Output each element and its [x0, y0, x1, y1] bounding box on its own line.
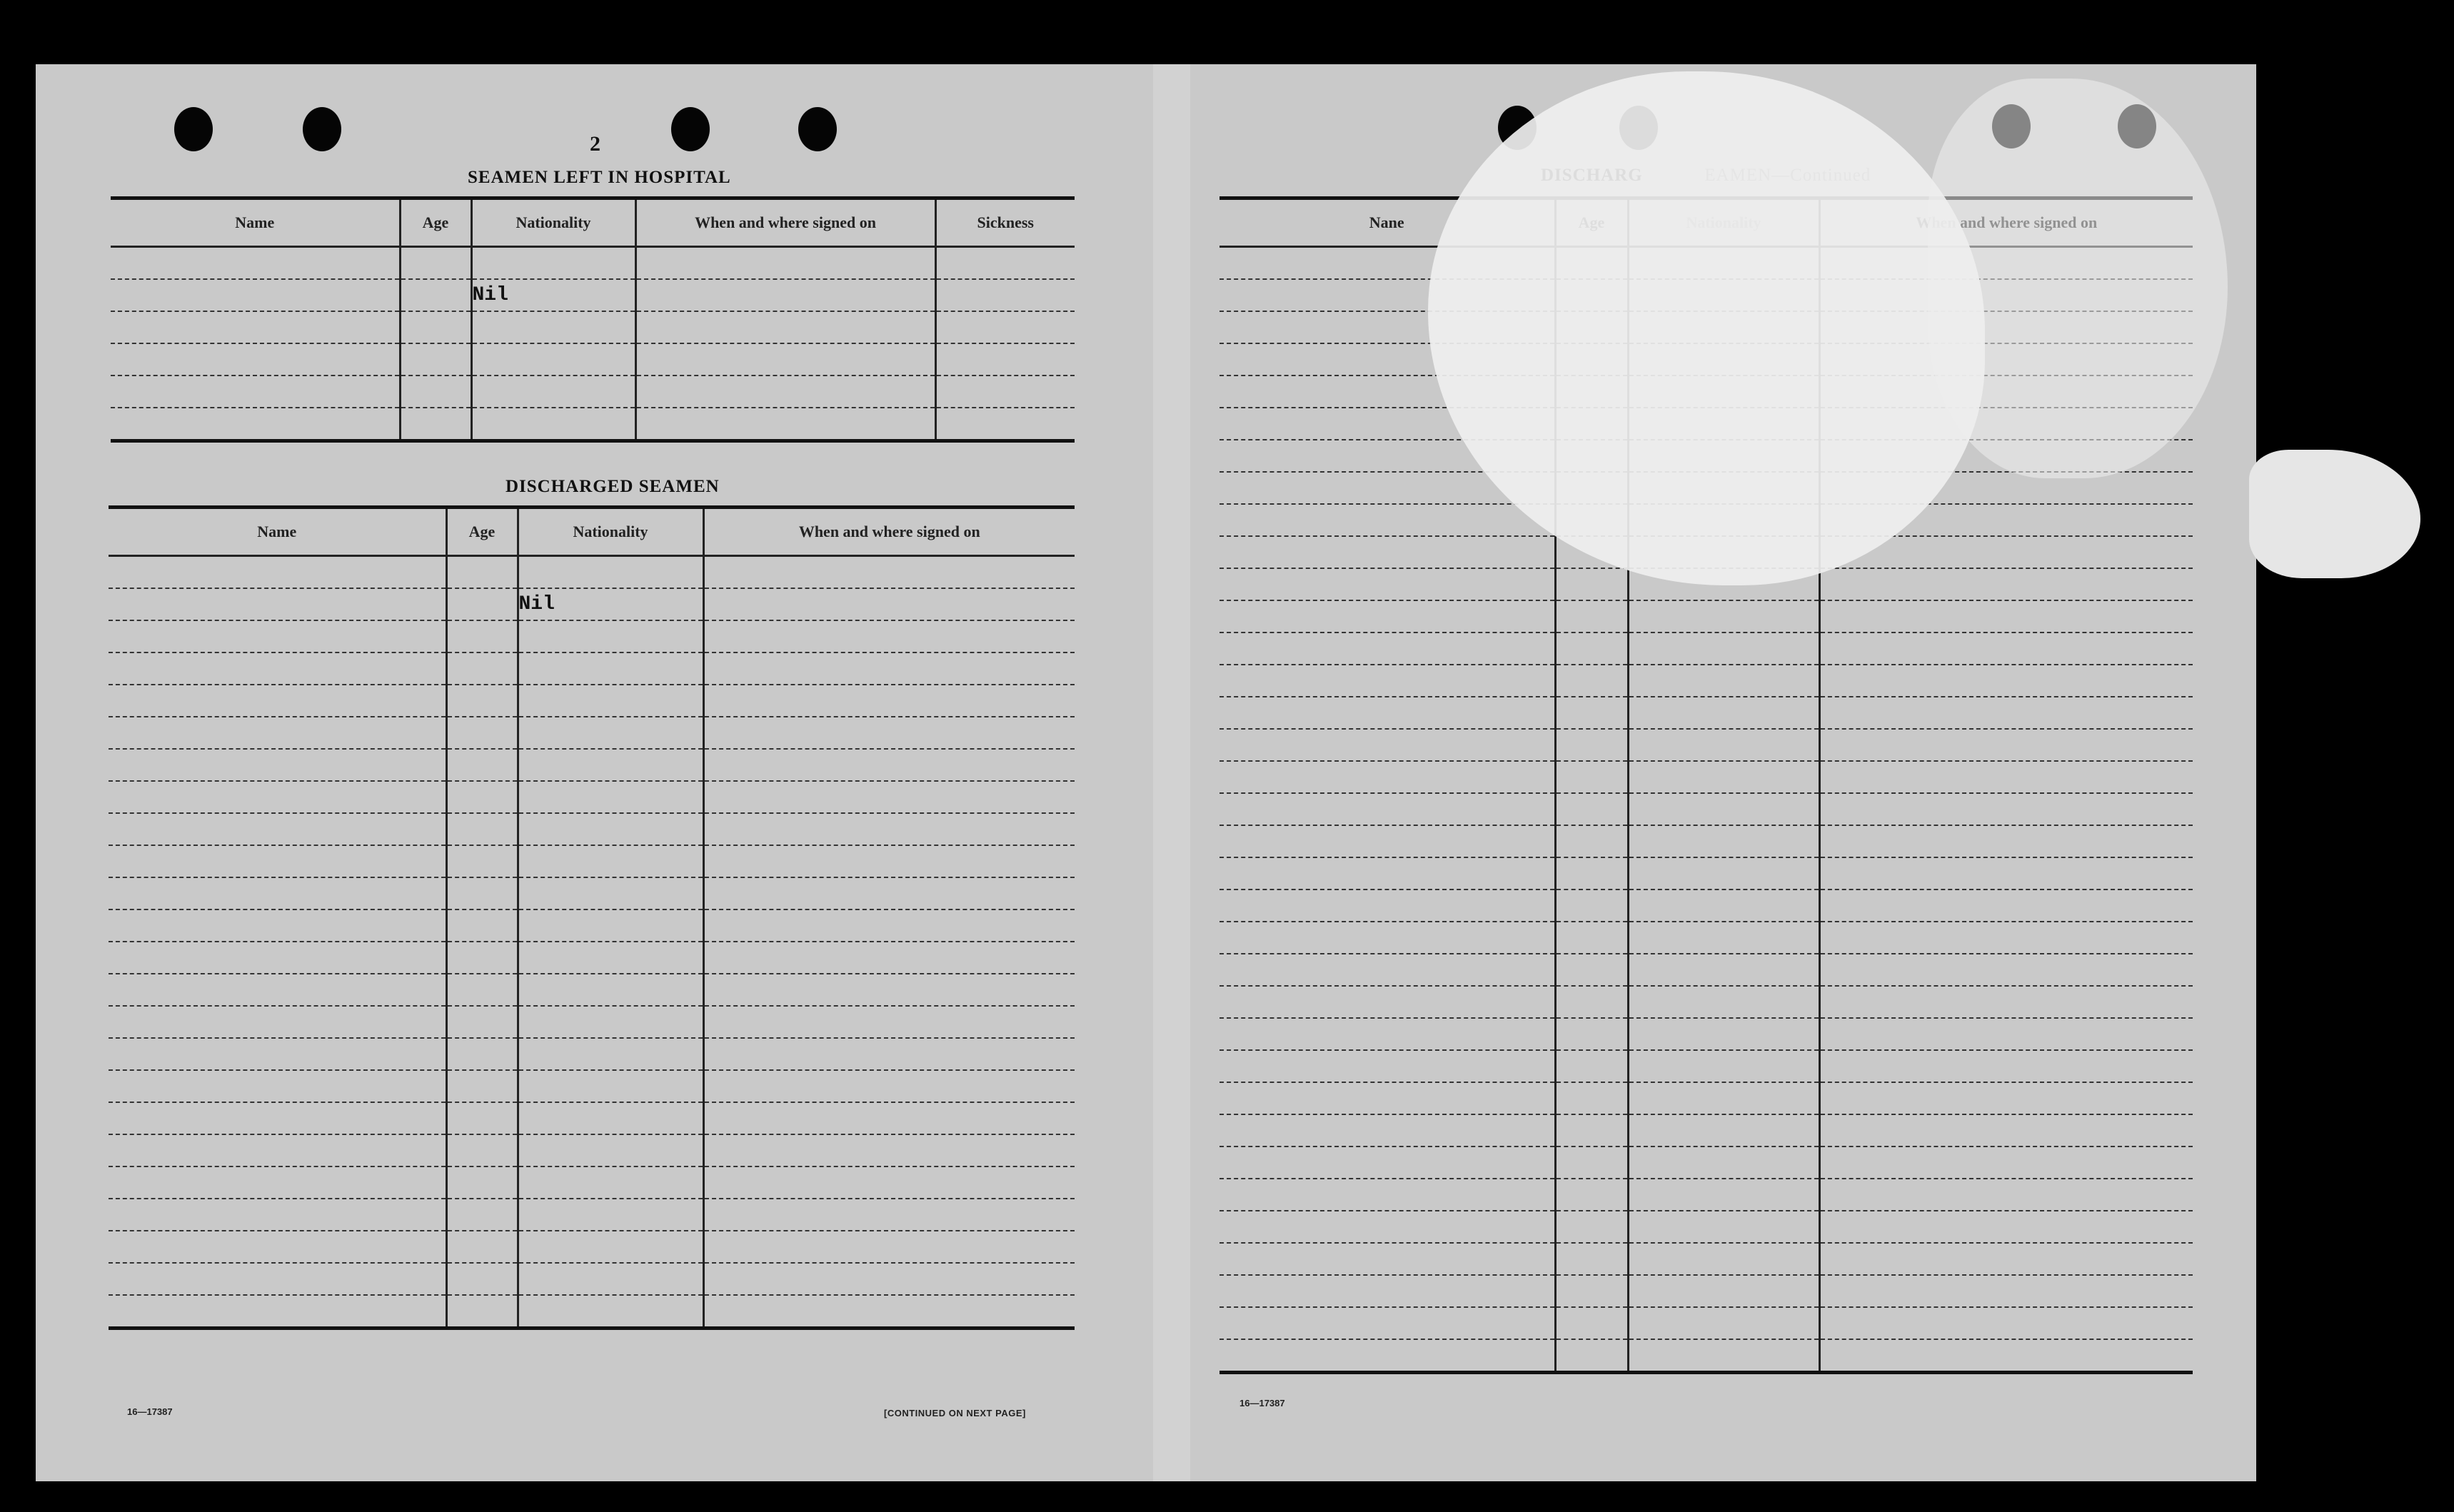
table-row [109, 1166, 1075, 1199]
table-row [109, 1038, 1075, 1070]
table-row [1220, 1243, 2193, 1275]
table-row [1220, 1339, 2193, 1373]
section-title-discharged: DISCHARGED SEAMEN [506, 477, 720, 496]
edge-damage [2249, 450, 2420, 578]
column-header-age: Age [400, 198, 471, 247]
table-row [109, 652, 1075, 685]
table-row [111, 279, 1075, 311]
table-row [1220, 1179, 2193, 1211]
column-header-name: Nane [1220, 198, 1555, 247]
punch-hole [303, 107, 341, 151]
table-row [109, 1134, 1075, 1166]
table-row [1220, 954, 2193, 986]
form-number: 16—17387 [1239, 1398, 1285, 1408]
table-row [109, 1070, 1075, 1102]
table-row [111, 408, 1075, 441]
table-row [1220, 632, 2193, 665]
table-row [1220, 1146, 2193, 1179]
column-header-signed-on: When and where signed on [635, 198, 935, 247]
table-row [1220, 986, 2193, 1018]
table-row [109, 749, 1075, 781]
discharged-table [109, 505, 1075, 1330]
table-row [109, 781, 1075, 813]
table-row [109, 813, 1075, 845]
table-row [1220, 1307, 2193, 1339]
table-row [111, 343, 1075, 376]
column-header-age: Age [446, 508, 518, 556]
table-row [1220, 1018, 2193, 1050]
table-row [109, 1006, 1075, 1038]
punch-hole [671, 107, 710, 151]
column-header-nationality: Nationality [518, 508, 703, 556]
table-row [1220, 729, 2193, 761]
table-row [1220, 697, 2193, 729]
table-row [1220, 793, 2193, 825]
page-number: 2 [590, 132, 600, 156]
table-row [111, 247, 1075, 280]
table-header-row [109, 508, 1075, 556]
page-gutter [1153, 64, 1190, 1481]
table-row [1220, 857, 2193, 889]
table-row [109, 1295, 1075, 1329]
table-row [1220, 889, 2193, 922]
table-row [109, 1263, 1075, 1295]
table-row [1220, 1082, 2193, 1114]
table-row [111, 311, 1075, 343]
table-row [1220, 665, 2193, 697]
table-row [1220, 1114, 2193, 1146]
table-row [109, 942, 1075, 974]
table-row [109, 909, 1075, 942]
column-header-signed-on: When and where signed on [703, 508, 1075, 556]
form-number: 16—17387 [127, 1406, 173, 1417]
table-row [109, 1231, 1075, 1263]
table-row [1220, 1275, 2193, 1307]
table-row [109, 1199, 1075, 1231]
nil-entry: Nil [518, 588, 703, 620]
table-row [1220, 922, 2193, 954]
continued-note: [CONTINUED ON NEXT PAGE] [884, 1408, 1026, 1418]
table-row [1220, 1211, 2193, 1243]
table-row [1220, 600, 2193, 632]
hospital-table [111, 196, 1075, 443]
column-header-sickness: Sickness [935, 198, 1075, 247]
column-header-name: Name [109, 508, 446, 556]
table-row [109, 717, 1075, 749]
section-title-hospital: SEAMEN LEFT IN HOSPITAL [468, 168, 731, 187]
table-row [109, 620, 1075, 652]
table-row [109, 588, 1075, 620]
table-header-row [111, 198, 1075, 247]
punch-hole [174, 107, 213, 151]
table-row [1220, 825, 2193, 857]
table-row [109, 877, 1075, 909]
table-row [1220, 761, 2193, 793]
table-row [1220, 1050, 2193, 1082]
table-row [109, 556, 1075, 589]
punch-hole [798, 107, 837, 151]
table-row [109, 845, 1075, 877]
column-header-name: Name [111, 198, 400, 247]
table-row [109, 974, 1075, 1006]
column-header-nationality: Nationality [471, 198, 635, 247]
table-row [111, 376, 1075, 408]
table-row [109, 1102, 1075, 1134]
nil-entry: Nil [471, 279, 635, 311]
table-row [109, 685, 1075, 717]
